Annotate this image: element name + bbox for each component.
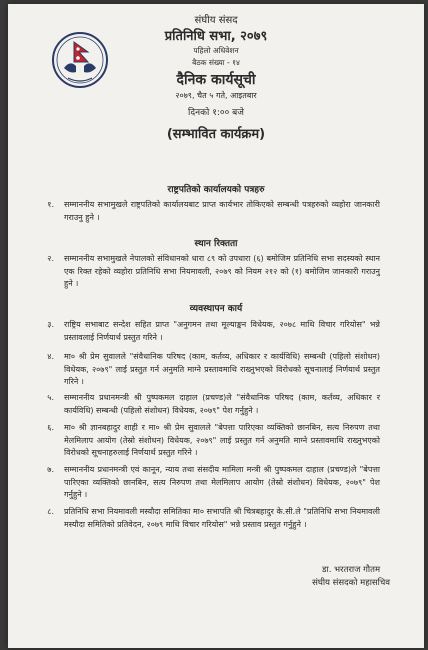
section-title-president-office: राष्ट्रपतिको कार्यालयको पत्रहरु — [167, 185, 265, 195]
item-text: सम्माननीय प्रधानमन्त्री श्री पुष्पकमल दाहाल (प्रचण्ड)ले "संवैधानिक परिषद (काम, कर्तव्य, अधिकार र कार्यविधि) सम्बन्धी (पहिलो संशोधन) विधेयक, २०७९" पेश गर्नुहुने । — [64, 393, 380, 415]
item-text: सम्माननीय प्रधानमन्त्री एवं कानून, न्याय तथा संसदीय मामिला मन्त्री श्री पुष्पकमल दाहाल (प्रचण्ड)ले "बेपत्ता पारिएका व्यक्तिको छानबिन, सत्य निरुपण तथा मेलमिलाप आयोग (तेस्रो संशोधन) विधेयक, २०७९" पेश गर्नुहुने । — [64, 465, 380, 499]
meeting-time: दिनको १:०० बजे — [188, 108, 244, 118]
item-text: प्रतिनिधि सभा नियमावली मस्यौदा समितिका मा० सभापति श्री चित्रबहादुर के.सी.ले "प्रतिनिधि सभा नियमावली मस्यौदा समितिको प्रतिवेदन, २०७९ माथि विचार गरियोस" भन्ने प्रस्ताव प्रस्तुत गर्नुहुने । — [64, 507, 380, 529]
meeting-date: २०७९, चैत ५ गते, आइतबार — [175, 91, 257, 100]
agenda-subtitle: (सम्भावित कार्यक्रम) — [166, 127, 266, 142]
meeting-number: बैठक संख्या - १४ — [192, 58, 240, 67]
section-title-legislation: व्यवस्थापन कार्य — [189, 304, 243, 314]
item-number: १. — [47, 200, 54, 209]
item-number: ५. — [47, 393, 54, 402]
house-title: प्रतिनिधि सभा, २०७९ — [164, 29, 268, 44]
agenda-document — [8, 4, 424, 648]
signatory-name: डा. भरतराज गौतम — [322, 565, 381, 575]
item-number: ७. — [47, 465, 54, 474]
item-number: ३. — [47, 320, 54, 329]
item-text: सम्माननीय सभामुखले राष्ट्रपतिको कार्यालयबाट प्राप्त कार्यभार तोकिएको सम्बन्धी पत्रहरुको व्यहोरा जानकारी गराउनु हुने । — [64, 200, 380, 222]
item-text: मा० श्री प्रेम सुवालले "संवैधानिक परिषद (काम, कर्तव्य, अधिकार र कार्यविधि) सम्बन्धी (पहिलो संशोधन) विधेयक, २०७९" लाई प्रस्तुत गर्न अनुमति माग्ने प्रस्तावमाथि राख्नुभएको विरोधको सूचनालाई निर्णयार्थ प्रस्तुत गरिने । — [64, 352, 380, 386]
item-number: ४. — [47, 352, 54, 361]
item-number: २. — [47, 254, 54, 263]
page-title: दैनिक कार्यसूची — [176, 72, 256, 88]
signature-block — [312, 564, 390, 590]
session-label: पहिलो अधिवेशन — [193, 46, 239, 55]
parliament-name: संघीय संसद — [194, 15, 238, 26]
item-text: मा० श्री ज्ञानबहादुर शाही र मा० श्री प्रेम सुवालले "बेपत्ता पारिएका व्यक्तिको छानबिन, सत्य निरुपण तथा मेलमिलाप आयोग (तेस्रो संशोधन) विधेयक, २०७९" लाई प्रस्तुत गर्न अनुमति माग्ने प्रस्तावमाथि राख्नुभएको विरोधको सूचनाहरुलाई निर्णयार्थ प्रस्तुत गरिने । — [64, 423, 380, 457]
section-title-vacancy: स्थान रिक्तता — [194, 239, 238, 249]
item-number: ६. — [47, 423, 54, 432]
item-text: राष्ट्रिय सभाबाट सन्देश सहित प्राप्त "अनुगमन तथा मूल्याङ्कन विधेयक, २०७८ माथि विचार गरियोस" भन्ने प्रस्तावलाई निर्णयार्थ प्रस्तुत गरिने । — [64, 320, 380, 342]
signatory-title: संघीय संसदको महासचिव — [312, 578, 390, 588]
item-number: ८. — [47, 507, 54, 516]
item-text: सम्माननीय सभामुखले नेपालको संविधानको धारा ८९ को उपधारा (६) बमोजिम प्रतिनिधि सभा सदस्यको स्थान एक रिक्त रहेको व्यहोरा प्रतिनिधि सभा नियमावली, २०७९ को नियम २१२ को (१) बमोजिम जानकारी गराउनु हुने । — [64, 254, 380, 288]
